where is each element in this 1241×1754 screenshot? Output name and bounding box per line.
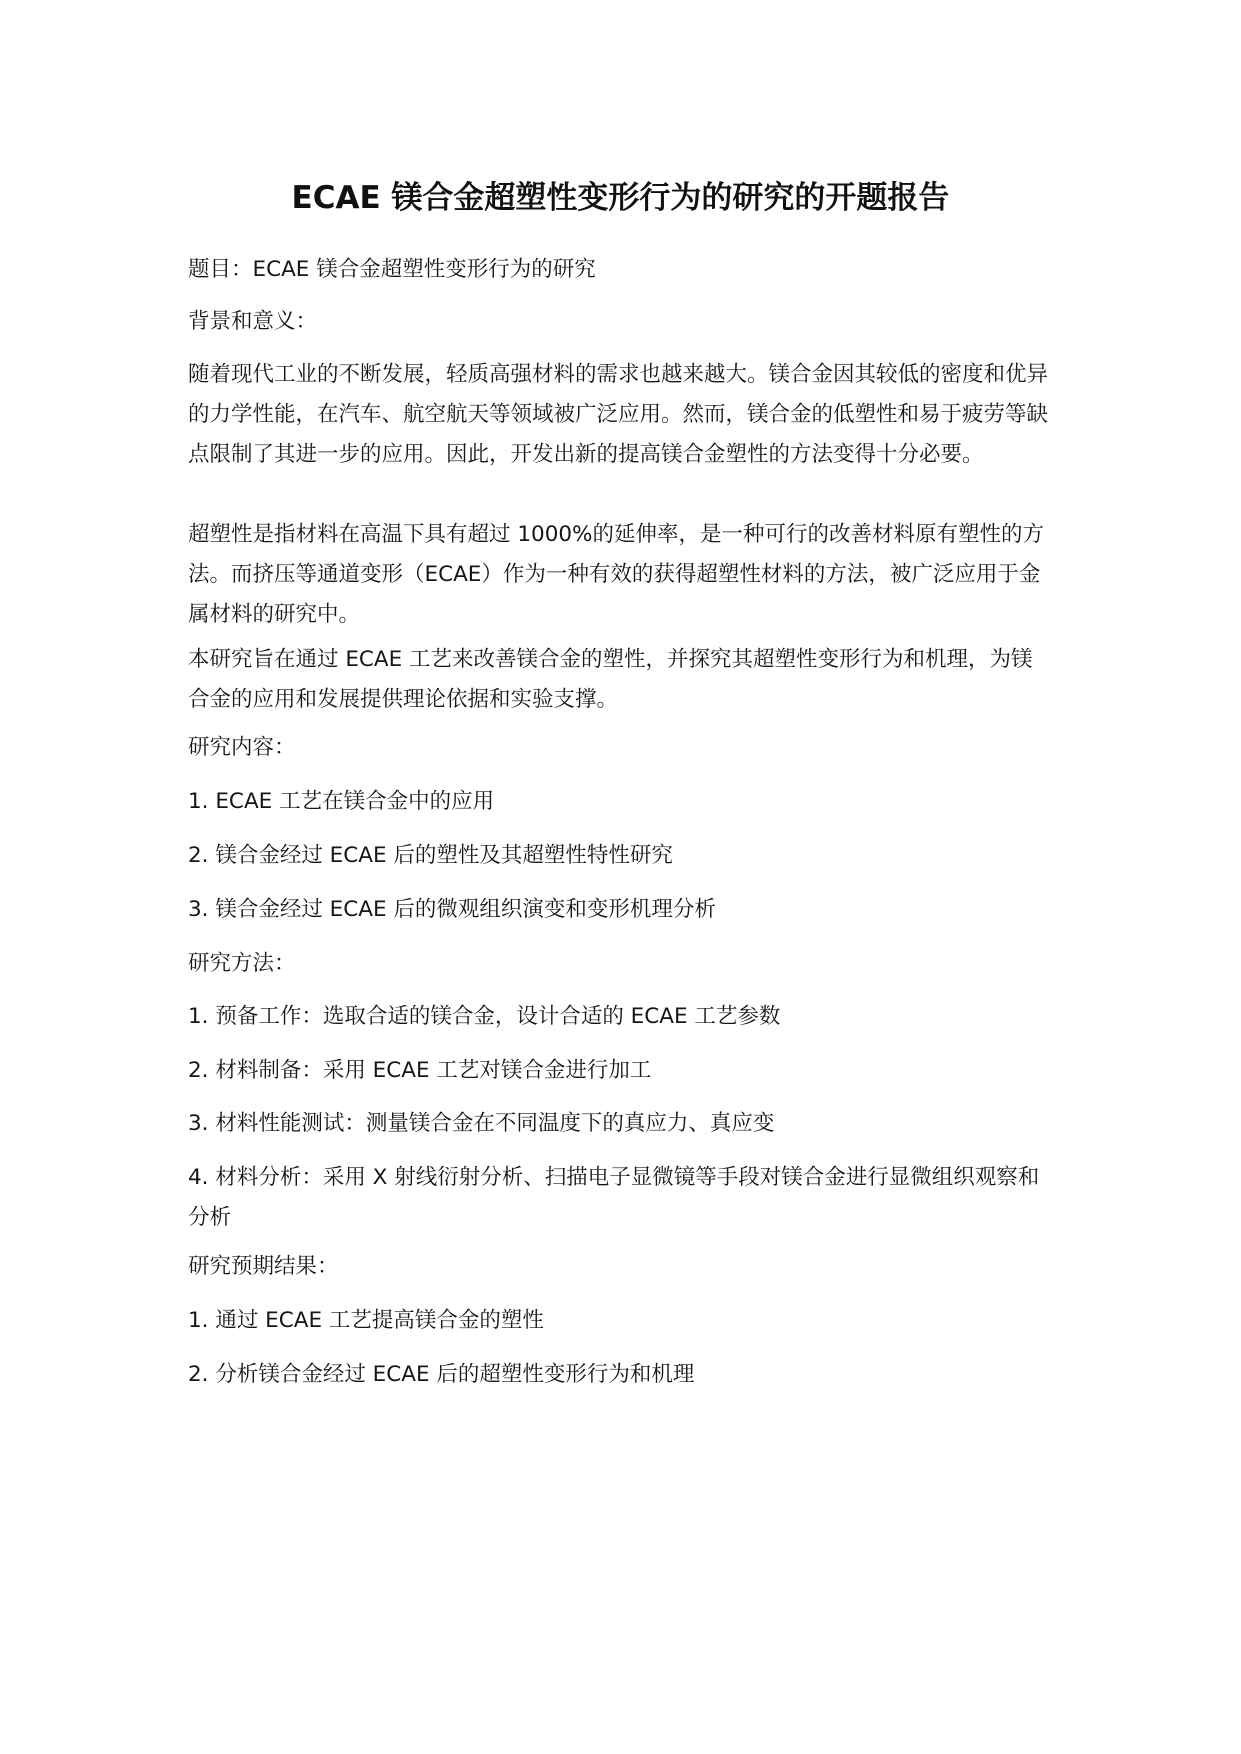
content-item-3: 3. 镁合金经过 ECAE 后的微观组织演变和变形机理分析: [188, 897, 716, 922]
method-item-3: 3. 材料性能测试：测量镁合金在不同温度下的真应力、真应变: [188, 1111, 775, 1136]
content-item-2: 2. 镁合金经过 ECAE 后的塑性及其超塑性特性研究: [188, 843, 673, 868]
method-item-1: 1. 预备工作：选取合适的镁合金，设计合适的 ECAE 工艺参数: [188, 1004, 781, 1029]
background-paragraph-1: 随着现代工业的不断发展，轻质高强材料的需求也越来越大。镁合金因其较低的密度和优异的力学性能，在汽车、航空航天等领域被广泛应用。然而，镁合金的低塑性和易于疲劳等缺点限制了其进一步的应用。因此，开发出新的提高镁合金塑性的方法变得十分必要。: [188, 362, 1049, 467]
results-item-1: 1. 通过 ECAE 工艺提高镁合金的塑性: [188, 1308, 544, 1333]
document-title: ECAE 镁合金超塑性变形行为的研究的开题报告: [291, 180, 950, 216]
results-item-2: 2. 分析镁合金经过 ECAE 后的超塑性变形行为和机理: [188, 1362, 695, 1387]
subject-line: 题目：ECAE 镁合金超塑性变形行为的研究: [188, 257, 596, 282]
method-heading: 研究方法：: [188, 951, 296, 976]
background-paragraph-2: 超塑性是指材料在高温下具有超过 1000%的延伸率，是一种可行的改善材料原有塑性的方法。而挤压等通道变形（ECAE）作为一种有效的获得超塑性材料的方法，被广泛应用于金属材料的研究中。: [188, 522, 1044, 627]
background-heading: 背景和意义：: [188, 309, 318, 334]
content-item-1: 1. ECAE 工艺在镁合金中的应用: [188, 789, 495, 814]
method-item-2: 2. 材料制备：采用 ECAE 工艺对镁合金进行加工: [188, 1058, 652, 1083]
method-item-4: 4. 材料分析：采用 X 射线衍射分析、扫描电子显微镜等手段对镁合金进行显微组织观察和分析: [188, 1165, 1040, 1230]
results-heading: 研究预期结果：: [188, 1254, 339, 1279]
content-heading: 研究内容：: [188, 735, 296, 760]
background-paragraph-3: 本研究旨在通过 ECAE 工艺来改善镁合金的塑性，并探究其超塑性变形行为和机理，为镁合金的应用和发展提供理论依据和实验支撑。: [188, 647, 1033, 712]
